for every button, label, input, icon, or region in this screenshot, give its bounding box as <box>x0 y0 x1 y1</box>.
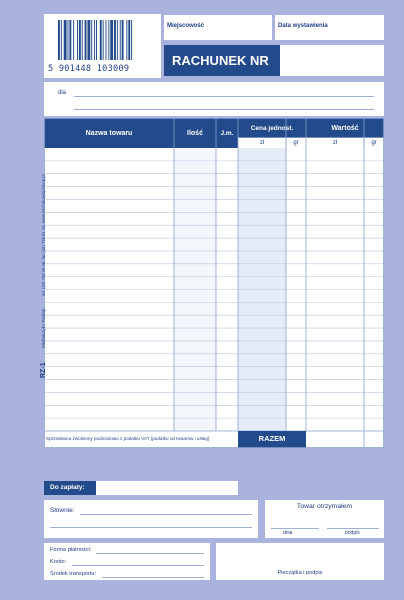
form-code: RZ-1 <box>40 362 47 378</box>
amount-words-box[interactable] <box>44 500 258 538</box>
table-grid <box>44 118 384 448</box>
account-label: Konto: <box>50 559 67 565</box>
goods-received-label: Towar otrzymałem <box>296 503 353 510</box>
place-field[interactable] <box>164 15 272 40</box>
stamp-box[interactable] <box>216 543 384 580</box>
customer-label: dla <box>58 90 67 96</box>
due-amount-field[interactable] <box>96 481 238 495</box>
received-date-line <box>271 528 319 529</box>
due-label: Do zapłaty: <box>50 484 85 491</box>
customer-line-1 <box>74 96 374 97</box>
vat-exemption-note: Sprzedawca zwolniony podmiotowo z podatku VAT (podatku od towarów i usług) <box>46 436 210 441</box>
due-label-box <box>44 481 96 495</box>
stamp-label: Pieczątka i podpis <box>277 570 323 576</box>
date-field[interactable] <box>275 15 384 40</box>
amount-words-label: Słownie: <box>50 507 75 514</box>
col-header-name: Nazwa towaru <box>85 129 133 137</box>
total-value-zl[interactable] <box>306 432 364 447</box>
date-label: Data wystawienia <box>278 23 328 29</box>
sub-header-value-gr: gr <box>371 140 377 146</box>
col-header-unit: J.m. <box>220 129 234 137</box>
publisher-contact: tel. (32) 738 49 49, fax (32) 738 81 18, www.michalczykiprokop.pl <box>41 174 46 296</box>
title-box <box>164 45 280 76</box>
publisher-brand: Michalczyk i Prokop <box>41 308 46 348</box>
payment-method-line <box>96 553 204 554</box>
side-imprint <box>40 174 47 379</box>
account-line <box>72 565 204 566</box>
words-line-1 <box>80 514 252 515</box>
number-field[interactable] <box>280 45 384 76</box>
total-value-gr[interactable] <box>364 432 384 447</box>
goods-received-box[interactable] <box>265 500 384 538</box>
barcode-box <box>44 14 161 78</box>
sub-header-value-zl: zł <box>332 140 338 146</box>
payment-method-label: Forma płatności: <box>50 547 92 553</box>
col-header-qty: Ilość <box>187 129 203 137</box>
received-signature-line <box>327 528 379 529</box>
col-header-price: Cena jednost. <box>250 124 294 132</box>
page-title: RACHUNEK NR <box>172 53 269 68</box>
received-date-label: dnia <box>283 530 293 536</box>
transport-line <box>102 577 204 578</box>
place-label: Miejscowość <box>167 23 205 29</box>
customer-box[interactable] <box>44 82 384 116</box>
words-line-2 <box>50 527 252 528</box>
customer-line-2 <box>74 109 374 110</box>
col-header-value: Wartość <box>331 124 359 132</box>
transport-label: Środek transportu: <box>50 571 97 577</box>
total-label: RAZEM <box>258 434 286 443</box>
sub-header-price-gr: gr <box>293 140 299 146</box>
items-table <box>44 118 384 448</box>
payment-details-box[interactable] <box>44 543 210 580</box>
sub-header-price-zl: zł <box>259 140 265 146</box>
received-signature-label: podpis <box>345 530 360 536</box>
barcode-number: 5 901448 103009 <box>48 64 130 74</box>
